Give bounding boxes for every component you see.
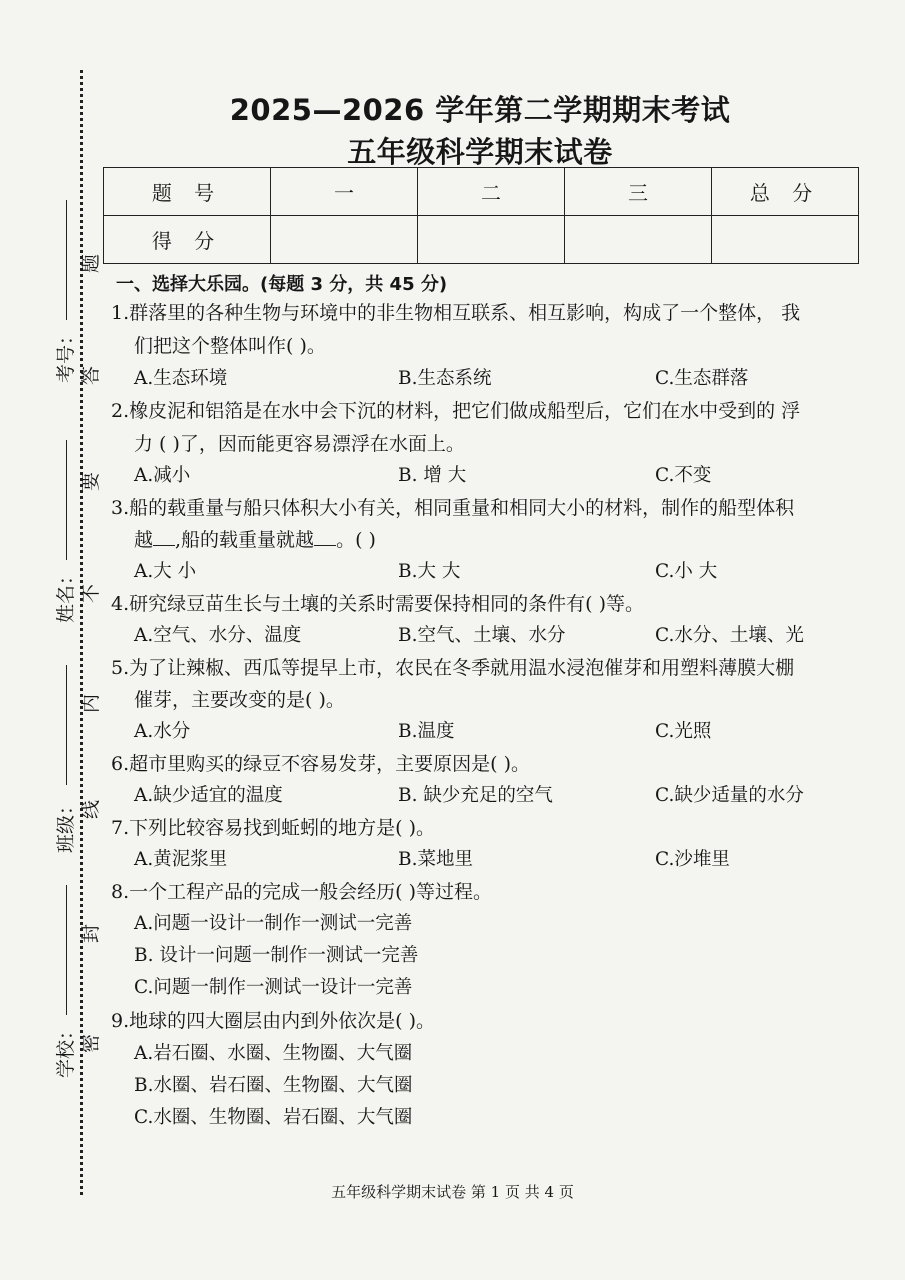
option-c[interactable]: C.水圈、生物圈、岩石圈、大气圈 bbox=[134, 1107, 413, 1128]
score-header-cell: 总 分 bbox=[712, 168, 859, 216]
fill-blank[interactable] bbox=[153, 531, 175, 546]
score-row-label: 得 分 bbox=[104, 216, 271, 264]
question-1-text: 1.群落里的各种生物与环境中的非生物相互联系、相互影响，构成了一个整体， 我 bbox=[111, 302, 801, 324]
blank-line bbox=[66, 885, 67, 1015]
option-b[interactable]: B. 增 大 bbox=[398, 465, 467, 486]
seal-char: 内 bbox=[80, 693, 103, 714]
fill-blank[interactable] bbox=[314, 531, 336, 546]
option-a[interactable]: A.减小 bbox=[134, 465, 191, 486]
score-table-header-row bbox=[104, 168, 859, 216]
score-table bbox=[103, 167, 859, 264]
score-entry-cell[interactable] bbox=[712, 216, 859, 264]
blank-line bbox=[66, 665, 67, 785]
question-5-text: 5.为了让辣椒、西瓜等提早上市，农民在冬季就用温水浸泡催芽和用塑料薄膜大棚 bbox=[111, 657, 795, 679]
option-a[interactable]: A.缺少适宜的温度 bbox=[134, 785, 283, 806]
field-exam-number: 考号： bbox=[55, 325, 78, 384]
page-footer: 五年级科学期末试卷 第 1 页 共 4 页 bbox=[331, 1183, 574, 1201]
question-3-text: 越 ,船的载重量就越 。( ) bbox=[134, 529, 376, 551]
option-a[interactable]: A.空气、水分、温度 bbox=[134, 625, 302, 646]
option-b[interactable]: B. 缺少充足的空气 bbox=[398, 785, 553, 806]
question-2-text: 力 ( )了，因而能更容易漂浮在水面上。 bbox=[134, 433, 465, 455]
score-header-cell: 一 bbox=[271, 168, 418, 216]
blank-line bbox=[66, 200, 67, 320]
option-b[interactable]: B.生态系统 bbox=[398, 368, 492, 389]
option-a[interactable]: A.问题一设计一制作一测试一完善 bbox=[134, 913, 413, 934]
option-b[interactable]: B.空气、土壤、水分 bbox=[398, 625, 566, 646]
option-c[interactable]: C.小 大 bbox=[655, 561, 718, 582]
binding-dotted-line bbox=[80, 70, 83, 1195]
option-c[interactable]: C.沙堆里 bbox=[655, 849, 730, 870]
score-header-cell: 题 号 bbox=[104, 168, 271, 216]
question-9-text: 9.地球的四大圈层由内到外依次是( )。 bbox=[111, 1010, 435, 1032]
question-3-text: 3.船的载重量与船只体积大小有关，相同重量和相同大小的材料，制作的船型体积 bbox=[111, 497, 795, 519]
option-a[interactable]: A.水分 bbox=[134, 721, 191, 742]
exam-title: 2025—2026 学年第二学期期末考试 bbox=[229, 93, 731, 127]
field-class: 班级： bbox=[55, 795, 78, 854]
option-b[interactable]: B.温度 bbox=[398, 721, 455, 742]
score-header-cell: 二 bbox=[418, 168, 565, 216]
option-a[interactable]: A.生态环境 bbox=[134, 368, 228, 389]
option-c[interactable]: C.光照 bbox=[655, 721, 712, 742]
score-header-cell: 三 bbox=[565, 168, 712, 216]
question-4-text: 4.研究绿豆苗生长与土壤的关系时需要保持相同的条件有( )等。 bbox=[111, 593, 644, 615]
question-1-text: 们把这个整体叫作( )。 bbox=[134, 335, 326, 357]
option-c[interactable]: C.问题一制作一测试一设计一完善 bbox=[134, 977, 413, 998]
field-name: 姓名： bbox=[55, 565, 78, 624]
question-8-text: 8.一个工程产品的完成一般会经历( )等过程。 bbox=[111, 881, 492, 903]
question-2-text: 2.橡皮泥和铝箔是在水中会下沉的材料，把它们做成船型后，它们在水中受到的 浮 bbox=[111, 400, 801, 422]
score-table-score-row bbox=[104, 216, 859, 264]
question-5-text: 催芽，主要改变的是( )。 bbox=[134, 689, 345, 711]
seal-char: 密 bbox=[80, 1033, 103, 1054]
question-7-text: 7.下列比较容易找到蚯蚓的地方是( )。 bbox=[111, 817, 435, 839]
seal-char: 不 bbox=[80, 583, 103, 604]
option-c[interactable]: C.缺少适量的水分 bbox=[655, 785, 804, 806]
option-c[interactable]: C.水分、土壤、光 bbox=[655, 625, 804, 646]
option-c[interactable]: C.生态群落 bbox=[655, 368, 749, 389]
seal-char: 线 bbox=[80, 799, 103, 820]
score-entry-cell[interactable] bbox=[565, 216, 712, 264]
option-b[interactable]: B. 设计一问题一制作一测试一完善 bbox=[134, 945, 419, 966]
seal-char: 答 bbox=[80, 365, 103, 386]
seal-char: 要 bbox=[80, 471, 103, 492]
section-title: 一、选择大乐园。(每题 3 分，共 45 分) bbox=[116, 274, 448, 295]
score-entry-cell[interactable] bbox=[418, 216, 565, 264]
option-a[interactable]: A.大 小 bbox=[134, 561, 197, 582]
option-b[interactable]: B.菜地里 bbox=[398, 849, 473, 870]
option-a[interactable]: A.黄泥浆里 bbox=[134, 849, 228, 870]
blank-line bbox=[66, 440, 67, 560]
field-school: 学校： bbox=[55, 1020, 78, 1079]
option-c[interactable]: C.不变 bbox=[655, 465, 712, 486]
score-entry-cell[interactable] bbox=[271, 216, 418, 264]
seal-char: 题 bbox=[80, 253, 103, 274]
option-b[interactable]: B.水圈、岩石圈、生物圈、大气圈 bbox=[134, 1075, 413, 1096]
question-6-text: 6.超市里购买的绿豆不容易发芽，主要原因是( )。 bbox=[111, 753, 530, 775]
seal-char: 封 bbox=[80, 923, 103, 944]
exam-subtitle: 五年级科学期末试卷 bbox=[347, 135, 613, 169]
option-a[interactable]: A.岩石圈、水圈、生物圈、大气圈 bbox=[134, 1043, 413, 1064]
option-b[interactable]: B.大 大 bbox=[398, 561, 461, 582]
